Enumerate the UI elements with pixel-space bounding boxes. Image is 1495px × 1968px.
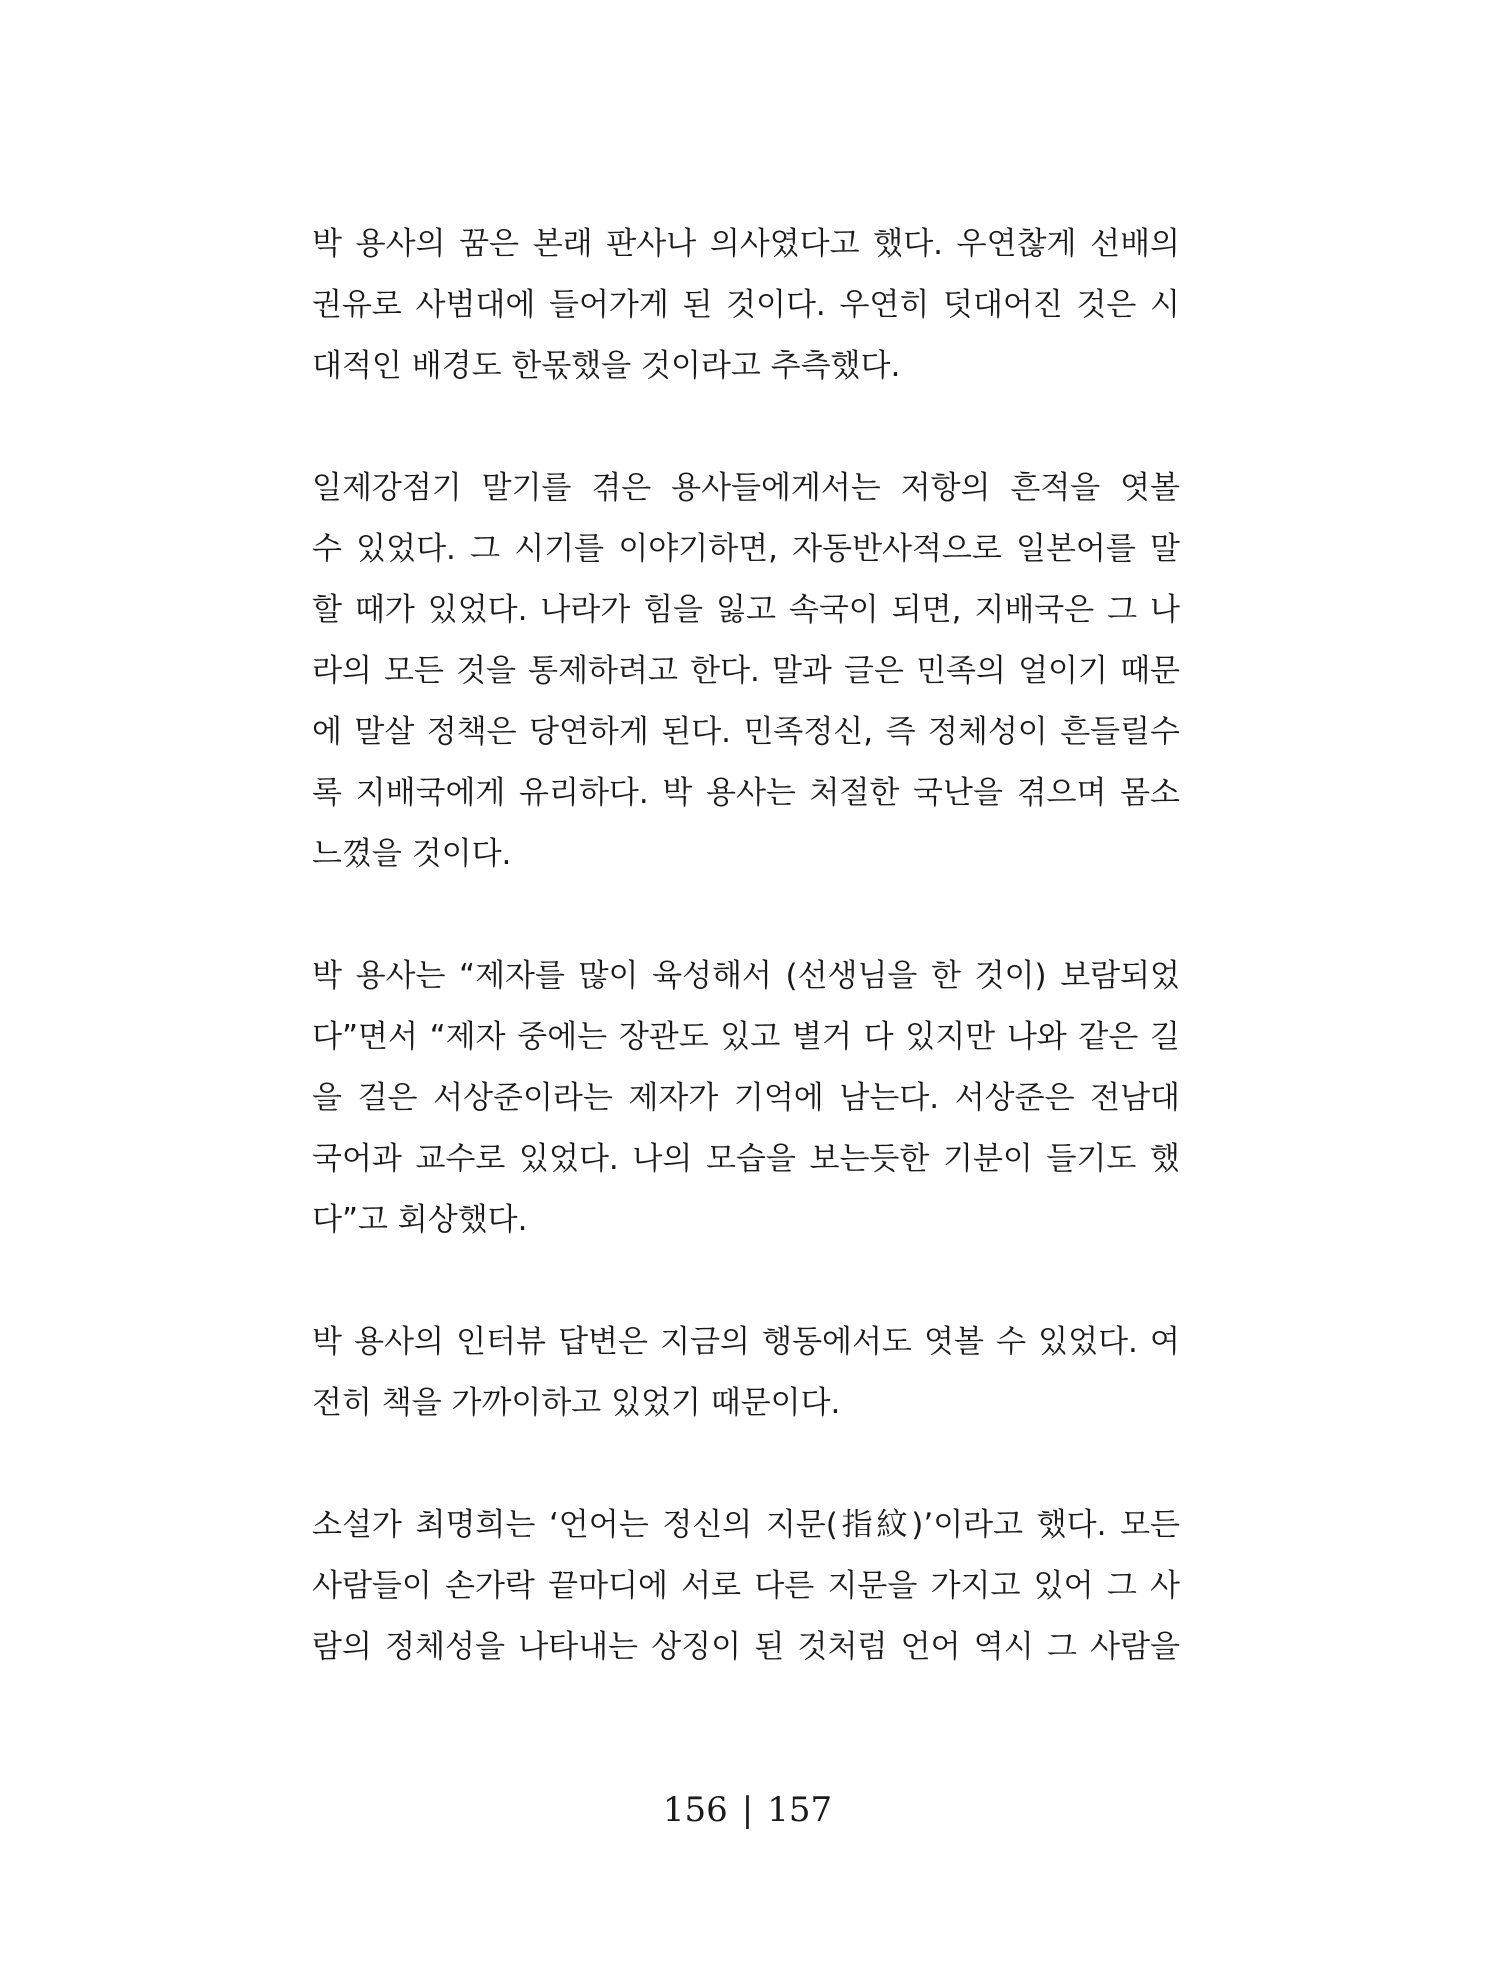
- text-line: 에 말살 정책은 당연하게 된다. 민족정신, 즉 정체성이 흔들릴수: [312, 714, 1180, 750]
- text-line: 박 용사는 “제자를 많이 육성해서 (선생님을 한 것이) 보람되었: [312, 958, 1180, 994]
- text-line: 느꼈을 것이다.: [312, 836, 512, 872]
- text-line: 록 지배국에게 유리하다. 박 용사는 처절한 국난을 겪으며 몸소: [312, 775, 1180, 811]
- text-line: 박 용사의 꿈은 본래 판사나 의사였다고 했다. 우연찮게 선배의: [312, 226, 1180, 262]
- text-line: 전히 책을 가까이하고 있었기 때문이다.: [312, 1385, 841, 1421]
- text-line: 수 있었다. 그 시기를 이야기하면, 자동반사적으로 일본어를 말: [312, 531, 1180, 567]
- left-page-number: 156: [662, 1790, 728, 1830]
- page-number-separator: |: [741, 1790, 754, 1830]
- text-line: 일제강점기 말기를 겪은 용사들에게서는 저항의 흔적을 엿볼: [312, 470, 1180, 506]
- text-line: 사람들이 손가락 끝마디에 서로 다른 지문을 가지고 있어 그 사: [312, 1568, 1180, 1604]
- body-text: [312, 214, 1180, 1739]
- text-line: 소설가 최명희는 ‘언어는 정신의 지문(指紋)’이라고 했다. 모든: [312, 1507, 1180, 1543]
- page-numbers: [0, 1790, 1495, 1830]
- text-line: 국어과 교수로 있었다. 나의 모습을 보는듯한 기분이 들기도 했: [312, 1141, 1180, 1177]
- paragraph-2: [312, 458, 1180, 885]
- right-page-number: 157: [767, 1790, 833, 1830]
- text-line: 다”면서 “제자 중에는 장관도 있고 별거 다 있지만 나와 같은 길: [312, 1019, 1180, 1055]
- text-line: 람의 정체성을 나타내는 상징이 된 것처럼 언어 역시 그 사람을: [312, 1629, 1180, 1665]
- text-line: 권유로 사범대에 들어가게 된 것이다. 우연히 덧대어진 것은 시: [312, 287, 1180, 323]
- paragraph-1: [312, 214, 1180, 397]
- text-line: 라의 모든 것을 통제하려고 한다. 말과 글은 민족의 얼이기 때문: [312, 653, 1180, 689]
- paragraph-5: [312, 1495, 1180, 1678]
- text-line: 대적인 배경도 한몫했을 것이라고 추측했다.: [312, 348, 901, 384]
- paragraph-3: [312, 946, 1180, 1251]
- text-line: 박 용사의 인터뷰 답변은 지금의 행동에서도 엿볼 수 있었다. 여: [312, 1324, 1180, 1360]
- text-line: 할 때가 있었다. 나라가 힘을 잃고 속국이 되면, 지배국은 그 나: [312, 592, 1180, 628]
- text-line: 을 걸은 서상준이라는 제자가 기억에 남는다. 서상준은 전남대: [312, 1080, 1180, 1116]
- text-line: 다”고 회상했다.: [312, 1202, 528, 1238]
- paragraph-4: [312, 1312, 1180, 1434]
